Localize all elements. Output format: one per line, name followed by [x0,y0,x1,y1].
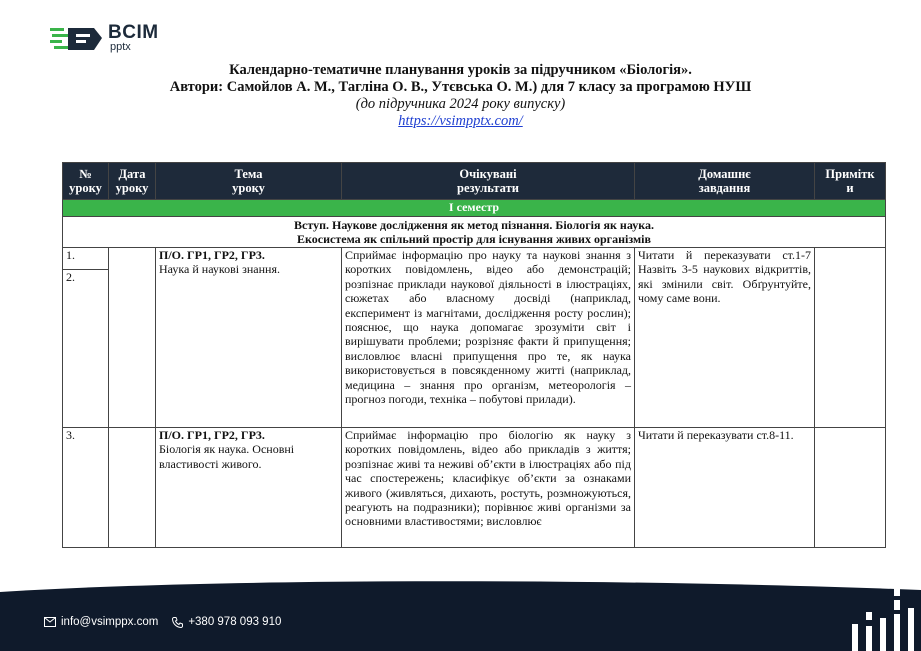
section-row [63,217,886,248]
footer-phone[interactable]: +380 978 093 910 [172,616,281,628]
footer-email[interactable]: info@vsimppx.com [44,616,158,628]
table-row [63,248,886,270]
brand-name: BCIM [108,22,159,43]
brand-bars-icon [848,588,918,651]
lesson-results: Сприймає інформацію про біологію як науку з коротких повідомлень, відео або прикладів з життя; розпізнає живі та неживі об’єкти в ілюстраціях або під час спостережень; класифікує об’єкти за ознаками живого (живляться, дихають, ростуть, розмножуються, реагують на подразники); порівнює живі організми за основними властивостями; висловлює [342,428,635,548]
mail-icon [44,617,56,627]
lesson-topic: П/О. ГР1, ГР2, ГР3. Біологія як наука. Основні властивості живого. [156,428,342,548]
lesson-notes [815,428,886,548]
brand-logo-icon [50,22,102,54]
col-header-date: Дата уроку [109,163,156,200]
table-row [63,428,886,548]
semester-row [63,200,886,217]
lesson-homework: Читати й переказувати ст.8-11. [635,428,815,548]
section-title: Вступ. Наукове дослідження як метод пізнання. Біологія як наука. Екосистема як спільний простір для існування живих організмів [63,217,886,248]
lesson-date [109,428,156,548]
page-footer [0,570,921,651]
lesson-results: Сприймає інформацію про науку та наукові знання з коротких повідомлень, відео або демонстрацій; розпізнає приклади наукової діяльності в ілюстраціях, сюжетах або власному досвіді (наприклад, експеримент із магнітами, дослідження росту рослин); пояснює, що наука допомагає зрозуміти світ і вирішувати проблеми; розрізняє факти й припущення; висловлює власні припущення про те, як наука використовується в повсякденному житті (наприклад, медицина – знання про організм, метеорологія – прогноз погоди, техніка – побутові прилади). [342,248,635,428]
col-header-results: Очікувані результати [342,163,635,200]
col-header-topic: Тема уроку [156,163,342,200]
document-link[interactable]: https://vsimpptx.com/ [398,113,523,129]
lesson-topic: П/О. ГР1, ГР2, ГР3. Наука й наукові знання. [156,248,342,428]
brand-sub: pptx [110,41,131,53]
footer-contacts [44,616,281,628]
lesson-plan-table [62,162,886,548]
semester-label: І семестр [63,200,886,217]
table-header-row [63,163,886,200]
phone-icon [172,617,183,628]
document-edition: (до підручника 2024 року випуску) [355,96,566,112]
lesson-notes [815,248,886,428]
lesson-homework: Читати й переказувати ст.1-7 Назвіть 3-5 наукових відкриттів, які змінили світ. Обґрунтуйте, чому саме вони. [635,248,815,428]
col-header-number: № уроку [63,163,109,200]
document-title: Календарно-тематичне планування уроків за підручником «Біологія». [229,62,692,78]
footer-wave [0,570,921,651]
col-header-homework: Домашнє завдання [635,163,815,200]
document-authors: Автори: Самойлов А. М., Тагліна О. В., Утєвська О. М.) для 7 класу за програмою НУШ [169,79,752,95]
lesson-date [109,248,156,428]
brand-logo [50,22,159,54]
col-header-notes: Примітк и [815,163,886,200]
document-header [0,62,921,130]
lesson-number: 1. [63,248,109,270]
lesson-number: 2. [63,270,109,428]
lesson-number: 3. [63,428,109,548]
